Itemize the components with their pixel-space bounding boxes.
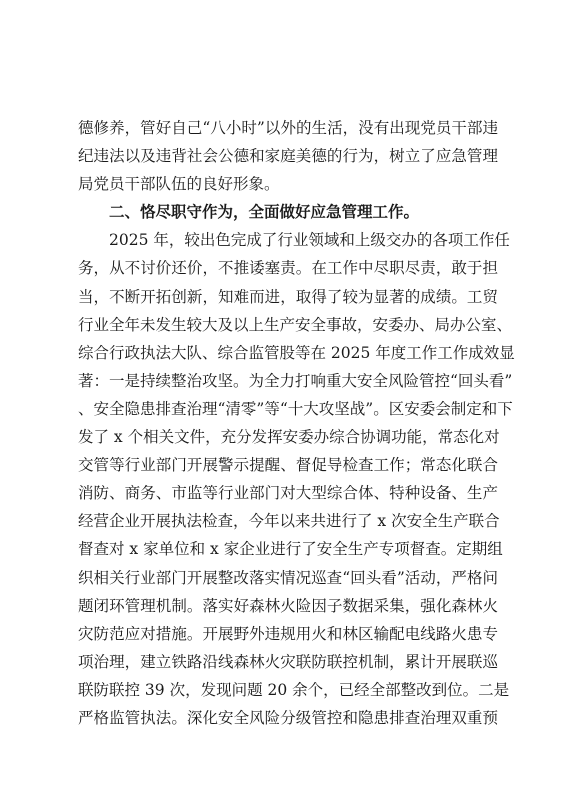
text-line: 灾防范应对措施。开展野外违规用火和林区输配电线路火患专 (78, 624, 498, 643)
text-line: 消防、商务、市监等行业部门对大型综合体、特种设备、生产 (78, 484, 498, 503)
text-line: 交管等行业部门开展警示提醒、督促导检查工作；常态化联合 (78, 456, 498, 475)
text-line: 局党员干部队伍的良好形象。 (78, 175, 280, 194)
text-line: 德修养，管好自己“八小时”以外的生活，没有出现党员干部违 (78, 119, 498, 137)
text-line: 2025 年，较出色完成了行业领域和上级交办的各项工作任 (109, 231, 510, 250)
text-line: 著：一是持续整治攻坚。为全力打响重大安全风险管控“回头看” (78, 371, 513, 390)
text-line: 纪违法以及违背社会公德和家庭美德的行为，树立了应急管理 (78, 147, 498, 166)
text-line: 、安全隐患排查治理“清零”等“十大攻坚战”。区安委会制定和下 (78, 399, 513, 418)
text-line: 项治理，建立铁路沿线森林火灾联防联控机制，累计开展联巡 (78, 652, 498, 671)
text-line: 行业全年未发生较大及以上生产安全事故，安委办、局办公室、 (78, 315, 513, 334)
body-text (78, 114, 515, 732)
text-line: 综合行政执法大队、综合监管股等在 2025 年度工作工作成效显 (78, 343, 515, 362)
text-line: 联防联控 39 次，发现问题 20 余个，已经全部整改到位。二是 (78, 680, 510, 699)
text-line: 务，从不讨价还价，不推诿塞责。在工作中尽职尽责，敢于担 (78, 259, 498, 278)
text-line: 织相关行业部门开展整改落实情况巡查“回头看”活动，严格问 (78, 568, 498, 587)
text-line: 发了 x 个相关文件，充分发挥安委办综合协调功能，常态化对 (78, 428, 500, 447)
section-heading: 二、恪尽职守作为，全面做好应急管理工作。 (109, 202, 420, 222)
text-line: 经营企业开展执法检查，今年以来共进行了 x 次安全生产联合 (78, 512, 500, 531)
text-line: 题闭环管理机制。落实好森林火险因子数据采集，强化森林火 (78, 596, 498, 615)
text-line: 严格监管执法。深化安全风险分级管控和隐患排查治理双重预 (78, 708, 498, 727)
text-line: 当，不断开拓创新，知难而进，取得了较为显著的成绩。工贸 (78, 287, 498, 306)
text-line: 督查对 x 家单位和 x 家企业进行了安全生产专项督查。定期组 (78, 540, 503, 559)
